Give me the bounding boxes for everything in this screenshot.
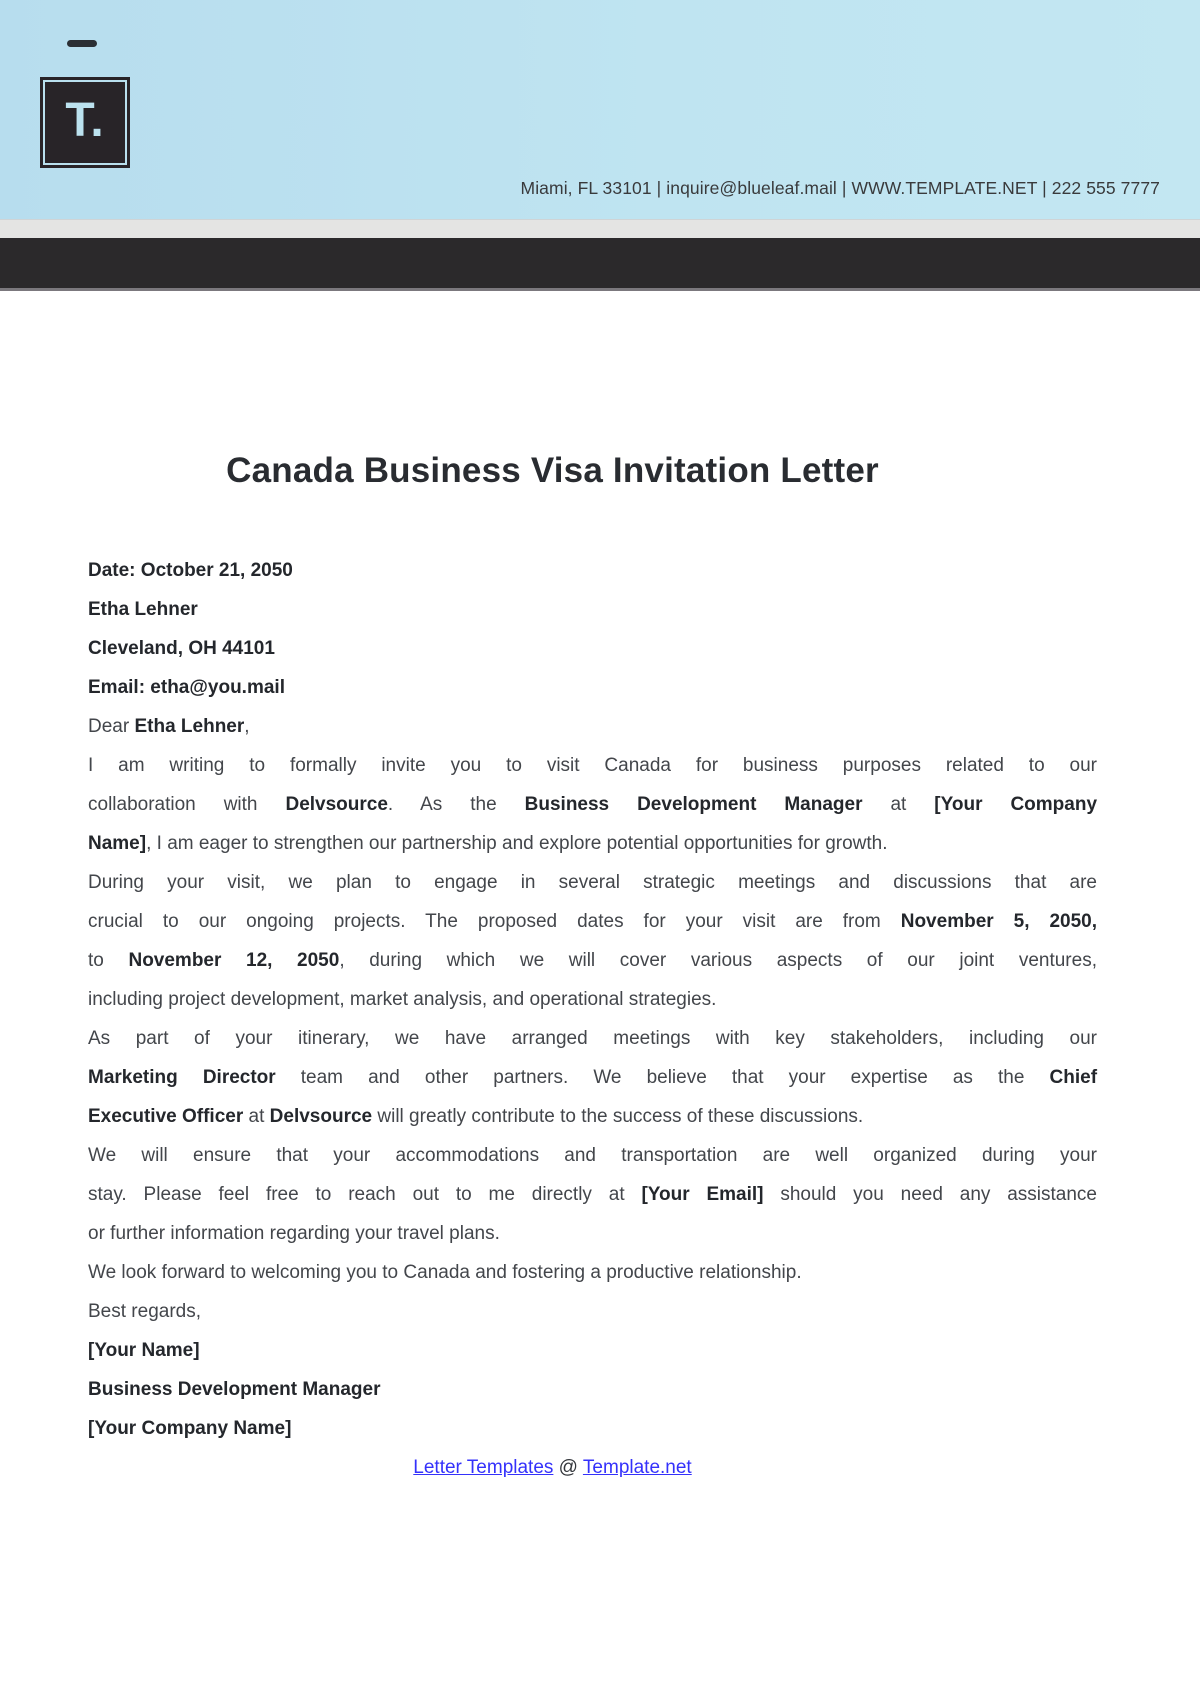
letter-templates-link[interactable]: Letter Templates <box>413 1457 554 1478</box>
letter-text: . As the <box>387 794 525 815</box>
letter-text: As part of your itinerary, we have arranged meetings with key stakeholders, including our <box>88 1028 1097 1049</box>
letter-line <box>88 1253 1097 1292</box>
letter-page <box>0 291 1200 1487</box>
footer-credit <box>88 1448 1017 1487</box>
letter-text-bold: [Your Company Name] <box>88 1418 292 1439</box>
letter-line <box>88 1097 1097 1136</box>
logo-accent-dash-icon <box>67 40 97 47</box>
letter-text: crucial to our ongoing projects. The proposed dates for your visit are from <box>88 911 901 932</box>
letter-line <box>88 863 1097 902</box>
letter-line <box>88 902 1097 941</box>
letter-body <box>88 551 1097 1448</box>
letter-text-bold: Delvsource <box>285 794 388 815</box>
letter-text: We look forward to welcoming you to Canada and fostering a productive relationship. <box>88 1262 802 1283</box>
letter-text: to <box>88 950 129 971</box>
letter-text-bold: [Your Name] <box>88 1340 200 1361</box>
letter-text: During your visit, we plan to engage in several strategic meetings and discussions that are <box>88 872 1097 893</box>
letter-line <box>88 785 1097 824</box>
letter-line <box>88 824 1097 863</box>
letter-text-bold: Cleveland, OH 44101 <box>88 638 275 659</box>
letter-text-bold: Business Development Manager <box>88 1379 381 1400</box>
letter-text: at <box>243 1106 270 1127</box>
letter-title: Canada Business Visa Invitation Letter <box>226 451 879 490</box>
letter-line <box>88 1214 1097 1253</box>
letter-text-bold: Marketing Director <box>88 1067 276 1088</box>
letter-line <box>88 629 1097 668</box>
letter-line <box>88 1292 1097 1331</box>
letter-text-bold: Executive Officer <box>88 1106 244 1127</box>
letter-text: , <box>244 716 250 737</box>
template-net-link[interactable]: Template.net <box>582 1457 692 1478</box>
footer-separator: @ <box>553 1457 583 1478</box>
letter-line <box>88 1136 1097 1175</box>
letter-text: will greatly contribute to the success of these discussions. <box>372 1106 864 1127</box>
letter-line <box>88 1370 1097 1409</box>
letter-line <box>88 1331 1097 1370</box>
letter-line <box>88 668 1097 707</box>
letter-line <box>88 551 1097 590</box>
letter-line <box>88 746 1097 785</box>
letter-text-bold: [Your Company <box>934 794 1098 815</box>
letter-text: , I am eager to strengthen our partnership and explore potential opportunities for growth. <box>146 833 888 854</box>
brand-logo <box>40 77 130 168</box>
letter-text: I am writing to formally invite you to visit Canada for business purposes related to our <box>88 755 1097 776</box>
letter-text: should you need any assistance <box>763 1184 1097 1205</box>
letter-text-bold: Etha Lehner <box>134 716 245 737</box>
letter-line <box>88 1175 1097 1214</box>
letter-text: stay. Please feel free to reach out to me directly at <box>88 1184 642 1205</box>
letter-text: or further information regarding your travel plans. <box>88 1223 500 1244</box>
letter-line <box>88 590 1097 629</box>
letter-text: Dear <box>88 716 135 737</box>
letterhead-contact-info: Miami, FL 33101 | inquire@blueleaf.mail | WWW.TEMPLATE.NET | 222 555 7777 <box>520 178 1160 198</box>
letter-text-bold: Business Development Manager <box>524 794 863 815</box>
letter-line <box>88 1409 1097 1448</box>
letter-text-bold: November 5, 2050, <box>900 911 1097 932</box>
letter-line <box>88 1019 1097 1058</box>
letter-text: Best regards, <box>88 1301 201 1322</box>
letter-line <box>88 980 1097 1019</box>
letter-text: collaboration with <box>88 794 286 815</box>
letter-line <box>88 707 1097 746</box>
brand-logo-letter: T. <box>65 94 105 147</box>
letter-text: team and other partners. We believe that your expertise as the <box>275 1067 1050 1088</box>
divider-strip <box>0 219 1200 238</box>
letterhead <box>0 0 1200 219</box>
letter-text: We will ensure that your accommodations and transportation are well organized during your <box>88 1145 1097 1166</box>
letter-text-bold: Delvsource <box>269 1106 373 1127</box>
letter-text-bold: Date: October 21, 2050 <box>88 560 293 581</box>
letter-text-bold: Chief <box>1049 1067 1098 1088</box>
letter-text-bold: November 12, 2050 <box>128 950 340 971</box>
letter-text: at <box>862 794 935 815</box>
letter-text-bold: Etha Lehner <box>88 599 198 620</box>
letter-text-bold: Name] <box>88 833 147 854</box>
dark-banner <box>0 238 1200 291</box>
letter-text-bold: Email: etha@you.mail <box>88 677 285 698</box>
letter-text: , during which we will cover various aspects of our joint ventures, <box>339 950 1097 971</box>
letter-text-bold: [Your Email] <box>641 1184 764 1205</box>
letter-line <box>88 941 1097 980</box>
letter-text: including project development, market analysis, and operational strategies. <box>88 989 717 1010</box>
letter-line <box>88 1058 1097 1097</box>
